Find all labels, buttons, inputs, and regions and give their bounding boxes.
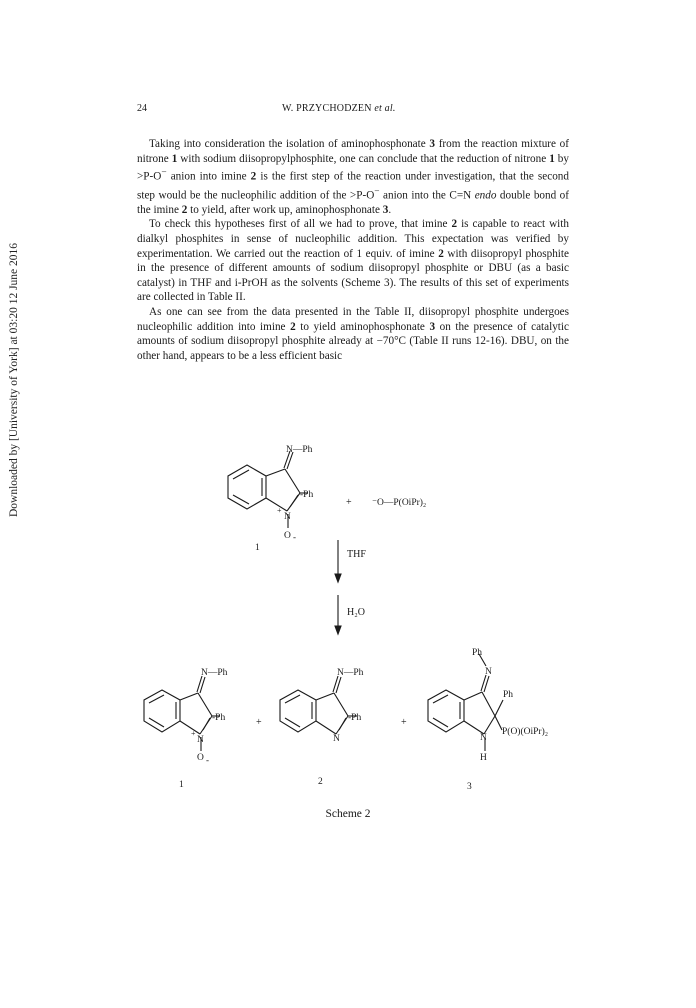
top-plus-charge: + [277, 506, 282, 515]
p2-compound-label: 2 [318, 777, 323, 787]
running-head-etal: et al. [374, 103, 396, 114]
compound-ref: 2 [451, 218, 458, 231]
top-ph-label: -Ph [300, 490, 314, 500]
text-run: is capable to react with dialkyl phosphites in sense of nucleophilic addition. This expectation was verified by experimentation. We carried out the reaction of 1 equiv. of imine [137, 218, 569, 260]
p1-minus-label: - [206, 755, 209, 765]
compound-ref: 2 [438, 247, 444, 260]
p3-exo-n-label: N [485, 667, 492, 677]
compound-ref: 2 [250, 170, 257, 183]
compound-ref: 1 [549, 152, 555, 165]
nitrone-structure-product [144, 676, 220, 751]
p1-ph-label: -Ph [212, 713, 226, 723]
top-o-label: O [284, 531, 291, 541]
text-run: . [388, 203, 392, 216]
download-note: Downloaded by [University of York] at 03:20 12 June 2016 [8, 242, 20, 518]
top-n-label: N [284, 512, 291, 522]
step1-label: THF [347, 549, 366, 560]
text-run: to yield aminophosphonate [295, 320, 430, 333]
p3-ph-top-label: Ph [472, 648, 483, 658]
text-run: Taking into consideration the isolation of aminophosphonate [149, 138, 430, 150]
compound-ref: 2 [290, 320, 296, 333]
top-n-ph-label: N—Ph [286, 445, 313, 455]
p2-n-ph-label: N—Ph [337, 668, 364, 678]
compound-ref: 1 [171, 152, 178, 165]
text-run: endo [474, 189, 497, 202]
reaction-scheme [0, 440, 696, 800]
text-run: with diisopropyl phosphite in the presence of different amounts of sodium diisopropyl phosphite or DBU (as a basic catalyst) in THF and i-PrOH as the solvents (Scheme 3). The results of this set of experiments are collected in Table II. [137, 247, 569, 304]
page-number: 24 [137, 103, 147, 114]
paragraph [137, 305, 569, 363]
p1-n-ph-label: N—Ph [201, 668, 228, 678]
text-run: by >P-O [137, 152, 569, 183]
text-run: double bond of the imine [137, 189, 569, 216]
running-head-author: W. PRZYCHODZEN [282, 103, 372, 114]
p2-n-label: N [333, 734, 340, 744]
compound-ref: 3 [429, 138, 436, 150]
plus-sign-1: + [256, 717, 262, 728]
text-run: to yield, after work up, aminophosphonate [187, 203, 383, 216]
p1-o-label: O [197, 753, 204, 763]
p3-compound-label: 3 [467, 782, 472, 792]
compound-ref: 2 [181, 203, 188, 216]
body-text [137, 137, 569, 363]
top-compound-label: 1 [255, 543, 260, 553]
p1-plus-charge: + [191, 729, 196, 738]
nitrone-structure-top [228, 451, 308, 528]
step2-label: H₂O [347, 607, 365, 618]
compound-ref: 3 [429, 320, 436, 333]
paragraph [137, 137, 569, 217]
phosphite-reagent: ⁻O—P(OiPr)₂ [372, 498, 427, 508]
imine-structure [280, 676, 357, 734]
text-run: anion into the C=N [379, 189, 475, 202]
text-run: with sodium diisopropylphosphite, one can conclude that the reduction of nitrone [177, 152, 550, 165]
p1-compound-label: 1 [179, 780, 184, 790]
text-run: from the reaction mixture of nitrone [137, 138, 569, 165]
top-plus-sign: + [346, 497, 352, 508]
p1-n-label: N [197, 735, 204, 745]
text-run: To check this hypotheses first of all we had to prove, that imine [149, 218, 452, 231]
p3-ph-label: Ph [503, 690, 514, 700]
text-run: on the presence of catalytic amounts of sodium diisopropyl phosphite already at −70°C (Table II runs 12-16). DBU, on the other hand, appears to be a less efficient basic [137, 320, 569, 362]
p3-phosphonate-label: P(O)(OiPr)₂ [502, 727, 549, 737]
plus-sign-2: + [401, 717, 407, 728]
scheme-caption: Scheme 2 [325, 808, 371, 820]
text-run: − [374, 186, 380, 197]
p2-ph-label: -Ph [348, 713, 362, 723]
text-run: − [161, 168, 167, 179]
text-run: anion into imine [166, 170, 251, 183]
compound-ref: 3 [382, 203, 389, 216]
top-minus-label: - [293, 532, 296, 542]
p3-n-label: N [480, 733, 487, 743]
text-run: As one can see from the data presented in the Table II, diisopropyl phosphite undergoes nucleophilic addition into imine [137, 306, 569, 333]
text-run: is the first step of the reaction under investigation, that the second step would be the nucleophilic addition of the >P-O [137, 170, 569, 202]
p3-h-label: H [480, 753, 487, 763]
paragraph [137, 217, 569, 305]
running-head [282, 103, 482, 114]
